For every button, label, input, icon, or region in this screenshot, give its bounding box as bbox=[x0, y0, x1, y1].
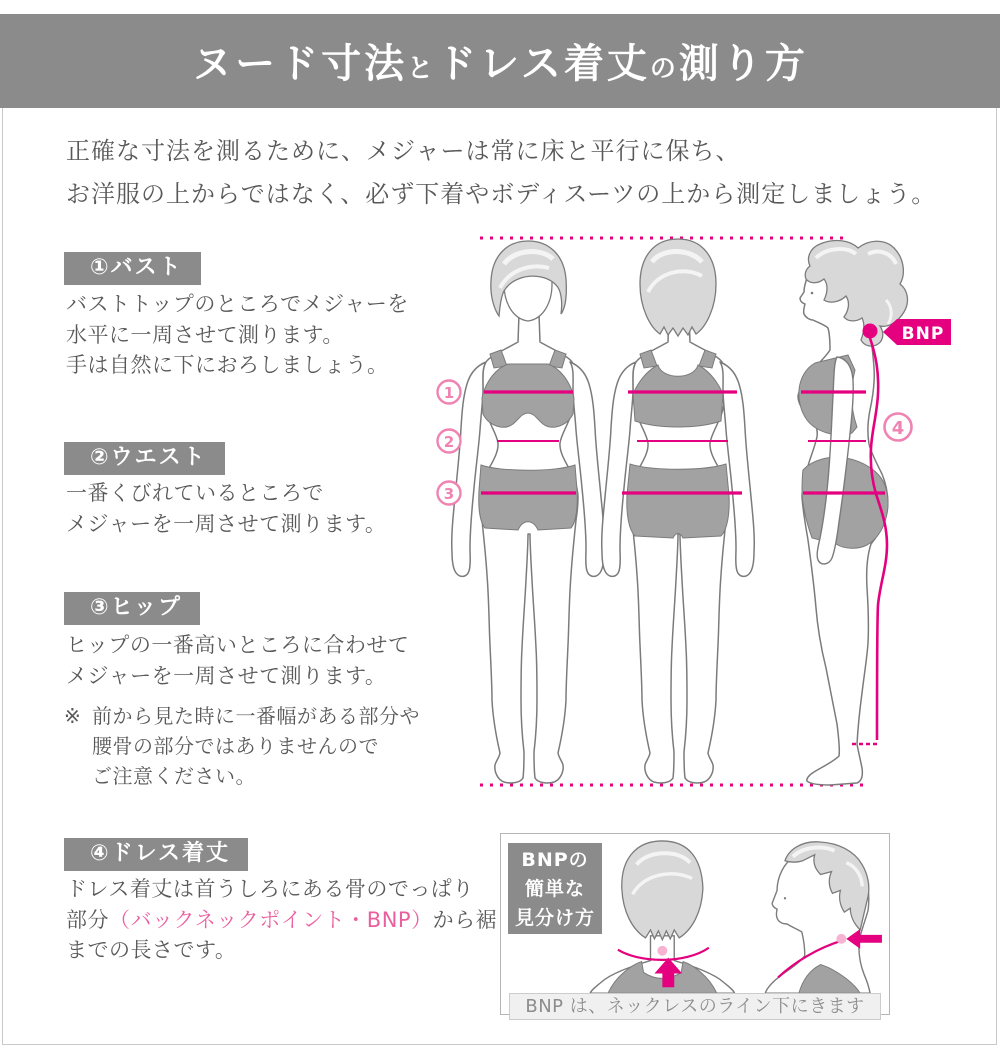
badge-line: 簡単な bbox=[524, 878, 585, 900]
intro-text bbox=[66, 130, 936, 216]
section-badge-waist: ②ウエスト bbox=[64, 442, 225, 475]
note-line: 前から見た時に一番幅がある部分や bbox=[92, 704, 420, 728]
text-plain: 部分 bbox=[66, 907, 109, 932]
figure-front bbox=[452, 241, 605, 783]
note-marker: ※ bbox=[64, 704, 82, 728]
body-line: メジャーを一周させて測ります。 bbox=[66, 511, 387, 536]
intro-line: お洋服の上からではなく、必ず下着やボディスーツの上から測定しましょう。 bbox=[66, 180, 937, 208]
intro-line: 正確な寸法を測るために、メジャーは常に床と平行に保ち、 bbox=[66, 137, 741, 165]
bnp-point-dot bbox=[863, 324, 878, 339]
bnp-tag-label: BNP bbox=[901, 324, 945, 344]
bnp-dot-side bbox=[836, 934, 846, 944]
bnp-dot-back bbox=[657, 946, 667, 956]
bnp-box-badge bbox=[508, 843, 602, 934]
marker-4: 4 bbox=[891, 418, 905, 439]
badge-line: 見分け方 bbox=[514, 907, 595, 929]
title-particle: の bbox=[649, 54, 679, 84]
section-badge-hip: ③ヒップ bbox=[64, 592, 200, 625]
title-segment: ヌード寸法 bbox=[192, 41, 408, 87]
badge-line: BNPの bbox=[521, 849, 589, 871]
body-line: メジャーを一周させて測ります。 bbox=[66, 663, 387, 688]
figure-back bbox=[602, 239, 755, 783]
bnp-head-back bbox=[590, 841, 734, 993]
section-badge-dress-length: ④ドレス着丈 bbox=[64, 838, 248, 871]
section-body-hip bbox=[66, 630, 409, 691]
bnp-head-side bbox=[765, 842, 882, 993]
body-line: ドレス着丈は首うしろにある骨のでっぱり bbox=[66, 877, 474, 901]
body-line: バストトップのところでメジャーを bbox=[66, 292, 409, 316]
bnp-highlight-text: （バックネックポイント・BNP） bbox=[109, 907, 433, 932]
body-measurement-illustration bbox=[430, 225, 1000, 807]
section-body-waist bbox=[66, 478, 386, 539]
body-line: 手は自然に下におろしましょう。 bbox=[66, 353, 389, 377]
text-plain: から裾 bbox=[432, 907, 498, 932]
body-line: 水平に一周させて測ります。 bbox=[66, 322, 344, 347]
section-body-bust bbox=[66, 289, 409, 381]
page-title bbox=[0, 14, 1000, 108]
body-line: 一番くびれているところで bbox=[66, 481, 324, 505]
figure-side bbox=[798, 241, 907, 785]
title-particle: と bbox=[407, 54, 437, 84]
note-line: 腰骨の部分ではありませんので bbox=[92, 734, 379, 758]
body-line: までの長さです。 bbox=[66, 938, 237, 962]
section-badge-bust: ①バスト bbox=[64, 252, 201, 285]
marker-1: 1 bbox=[443, 384, 455, 402]
back-shorts bbox=[627, 464, 729, 538]
measurement-markers bbox=[438, 381, 461, 505]
note-lines bbox=[92, 701, 420, 791]
bnp-explanation-box bbox=[500, 833, 890, 1015]
marker-3: 3 bbox=[443, 485, 455, 503]
note-line: ご注意ください。 bbox=[92, 764, 256, 788]
marker-2: 2 bbox=[443, 433, 455, 451]
front-shorts bbox=[479, 465, 578, 530]
section-body-dress-length bbox=[66, 874, 497, 966]
bnp-caption: BNP は、ネックレスのライン下にきます bbox=[509, 993, 881, 1020]
title-segment: 測り方 bbox=[678, 41, 808, 87]
section-note-hip bbox=[64, 701, 420, 791]
body-line bbox=[66, 905, 497, 936]
title-segment: ドレス着丈 bbox=[436, 41, 650, 87]
body-line: ヒップの一番高いところに合わせて bbox=[66, 633, 410, 657]
